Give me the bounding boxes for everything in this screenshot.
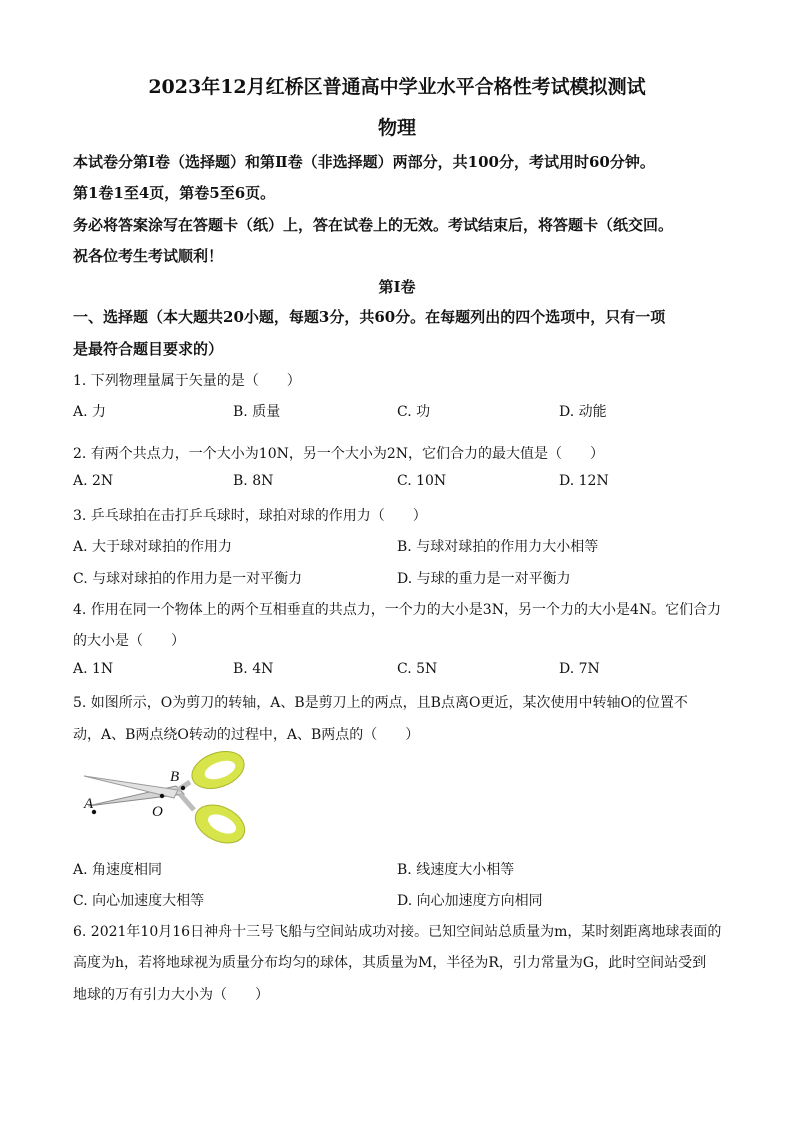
scissors-blade-upper (84, 776, 178, 798)
question-6-stem-line-3: 地球的万有引力大小为（ ） (73, 987, 269, 1003)
scissors-shank-lower (180, 794, 194, 810)
question-2-option-c: C. 10N (397, 473, 447, 489)
question-4-option-b: B. 4N (233, 661, 274, 677)
point-b-dot (181, 786, 185, 790)
question-2-option-a: A. 2N (73, 473, 114, 489)
question-1-stem: 1. 下列物理量属于矢量的是（ ） (73, 373, 301, 389)
intro-line-1: 本试卷分第Ⅰ卷（选择题）和第Ⅱ卷（非选择题）两部分，共100分，考试用时60分钟。 (73, 153, 655, 171)
intro-line-4: 祝各位考生考试顺利！ (73, 247, 224, 265)
question-4-option-a: A. 1N (73, 661, 114, 677)
question-3-option-d: D. 与球的重力是一对平衡力 (397, 571, 571, 587)
point-o-dot (160, 794, 164, 798)
scissors-figure (80, 748, 250, 848)
part-heading-line-1: 一、选择题（本大题共20小题，每题3分，共60分。在每题列出的四个选项中，只有一项 (73, 308, 666, 326)
question-6-stem-line-1: 6. 2021年10月16日神舟十三号飞船与空间站成功对接。已知空间站总质量为m，某时刻距离地球表面的 (73, 924, 722, 940)
intro-line-2: 第1卷1至4页，第卷5至6页。 (73, 184, 276, 202)
page-title: 2023年12月红桥区普通高中学业水平合格性考试模拟测试 (148, 76, 646, 98)
question-1-option-b: B. 质量 (233, 404, 281, 420)
point-b-label: B (170, 769, 180, 785)
question-4-option-d: D. 7N (559, 661, 600, 677)
question-5-stem-line-2: 动，A、B两点绕O转动的过程中，A、B两点的（ ） (73, 727, 420, 743)
question-5-option-a: A. 角速度相同 (73, 862, 163, 878)
point-o-label: O (152, 804, 163, 820)
subject-title: 物理 (377, 117, 416, 139)
question-3-option-c: C. 与球对球拍的作用力是一对平衡力 (73, 571, 303, 587)
question-3-stem: 3. 乒乓球拍在击打乒乓球时，球拍对球的作用力（ ） (73, 508, 427, 524)
question-1-option-d: D. 动能 (559, 404, 607, 420)
question-6-stem-line-2: 高度为h，若将地球视为质量分布均匀的球体，其质量为M，半径为R，引力常量为G，此时空间站受到 (73, 955, 707, 971)
question-5-option-c: C. 向心加速度大相等 (73, 893, 205, 909)
question-2-option-d: D. 12N (559, 473, 609, 489)
point-a-label: A (84, 796, 94, 812)
question-2-stem: 2. 有两个共点力，一个大小为10N，另一个大小为2N，它们合力的最大值是（ ） (73, 446, 605, 462)
question-4-option-c: C. 5N (397, 661, 438, 677)
question-1-option-c: C. 功 (397, 404, 431, 420)
question-4-stem-line-2: 的大小是（ ） (73, 633, 185, 649)
question-5-option-d: D. 向心加速度方向相同 (397, 893, 543, 909)
question-5-option-b: B. 线速度大小相等 (397, 862, 515, 878)
question-5-stem-line-1: 5. 如图所示，O为剪刀的转轴，A、B是剪刀上的两点，且B点离O更近，某次使用中转轴O的位置不 (73, 695, 688, 711)
question-2-option-b: B. 8N (233, 473, 274, 489)
question-1-option-a: A. 力 (73, 404, 107, 420)
part-heading-line-2: 是最符合题目要求的） (73, 340, 224, 358)
section-title: 第Ⅰ卷 (378, 278, 416, 296)
intro-line-3: 务必将答案涂写在答题卡（纸）上，答在试卷上的无效。考试结束后，将答题卡（纸交回。 (73, 216, 674, 234)
question-4-stem-line-1: 4. 作用在同一个物体上的两个互相垂直的共点力，一个力的大小是3N，另一个力的大小是4N。它们合力 (73, 602, 722, 618)
question-3-option-a: A. 大于球对球拍的作用力 (73, 539, 233, 555)
question-3-option-b: B. 与球对球拍的作用力大小相等 (397, 539, 599, 555)
